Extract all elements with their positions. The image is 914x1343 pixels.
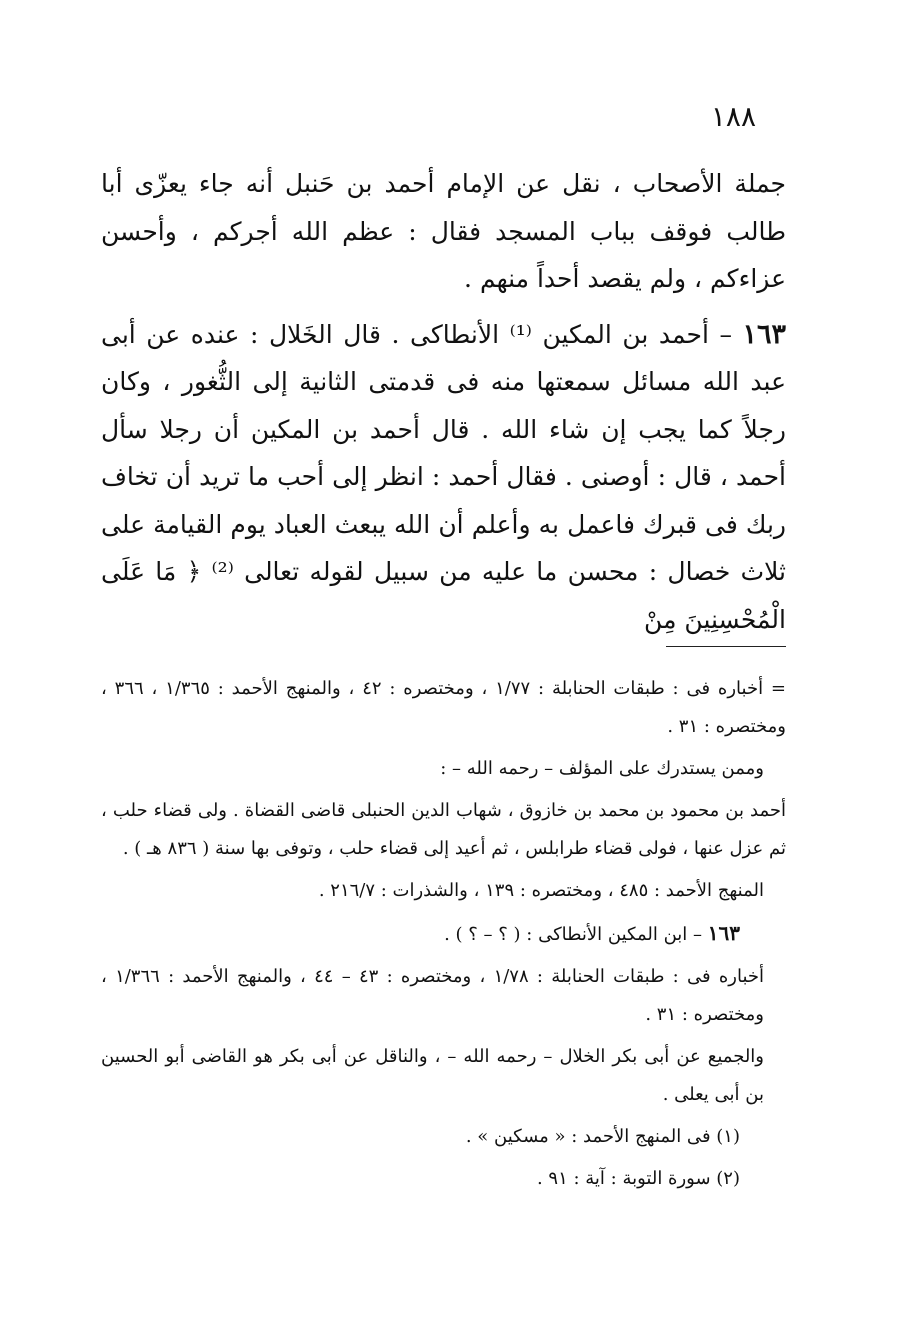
page-number: ١٨٨ (710, 100, 756, 133)
footnotes (101, 670, 786, 1198)
footnote-addendum-sources: المنهج الأحمد : ٤٨٥ ، ومختصره : ١٣٩ ، والشذرات : ٢١٦/٧ . (318, 880, 764, 901)
footnote-addendum-bio: أحمد بن محمود بن محمد بن خازوق ، شهاب الدين الحنبلى قاضى القضاة . ولى قضاء حلب ، ثم عزل عنها ، فولى قضاء طرابلس ، ثم أعيد إلى قضاء حلب ، وتوفى بها سنة ( ٨٣٦ هـ ) . (101, 800, 786, 859)
footnote-note: والجميع عن أبى بكر الخلال – رحمه الله – ، والناقل عن أبى بكر هو القاضى أبو الحسين بن أبى يعلى . (101, 1046, 764, 1105)
footnote-entry-number: ١٦٣ (707, 921, 740, 945)
entry-number: ١٦٣ (742, 318, 787, 350)
footnote-entry-title: – ابن المكين الأنطاكى : ( ؟ – ؟ ) . (444, 924, 703, 945)
footnote-addendum-intro: وممن يستدرك على المؤلف – رحمه الله – : (440, 758, 764, 779)
footnote-1: (١) فى المنهج الأحمد : « مسكين » . (465, 1126, 740, 1147)
footnote-2: (٢) سورة التوبة : آية : ٩١ . (536, 1168, 740, 1189)
paragraph-1: جملة الأصحاب ، نقل عن الإمام أحمد بن حَنبل أنه جاء يعزّى أبا طالب فوقف بباب المسجد فقال : عظم الله أجركم ، وأحسن عزاءكم ، ولم يقصد أحداً منهم . (101, 169, 786, 293)
entry-text: – أحمد بن المكين ⁽¹⁾ الأنطاكى . قال الخَلال : عنده عن أبى عبد الله مسائل سمعتها منه فى قدمتى الثانية إلى الثُّغور ، وكان رجلاً كما يجب إن شاء الله . قال أحمد بن المكين أن رجلا سأل أحمد ، قال : أوصنى . فقال أحمد : انظر إلى أحب ما تريد أن تخاف ربك فى قبرك فاعمل به وأعلم أن الله يبعث العباد يوم القيامة على ثلاث خصال : محسن ما عليه من سبيل لقوله تعالى ⁽²⁾ ﴿ مَا عَلَى الْمُحْسِنِينَ مِنْ (101, 319, 787, 634)
footnote-entry-163 (101, 914, 786, 954)
footnote-sources-2: أخباره فى : طبقات الحنابلة : ١/٧٨ ، ومختصره : ٤٣ – ٤٤ ، والمنهج الأحمد : ١/٣٦٦ ، ومختصره : ٣١ . (101, 966, 764, 1025)
footnote-separator (666, 646, 786, 647)
main-text (101, 160, 786, 643)
paragraph-2 (101, 311, 786, 644)
footnote-sources-1: = أخباره فى : طبقات الحنابلة : ١/٧٧ ، ومختصره : ٤٢ ، والمنهج الأحمد : ١/٣٦٥ ، ٣٦٦ ، ومختصره : ٣١ . (101, 678, 786, 737)
